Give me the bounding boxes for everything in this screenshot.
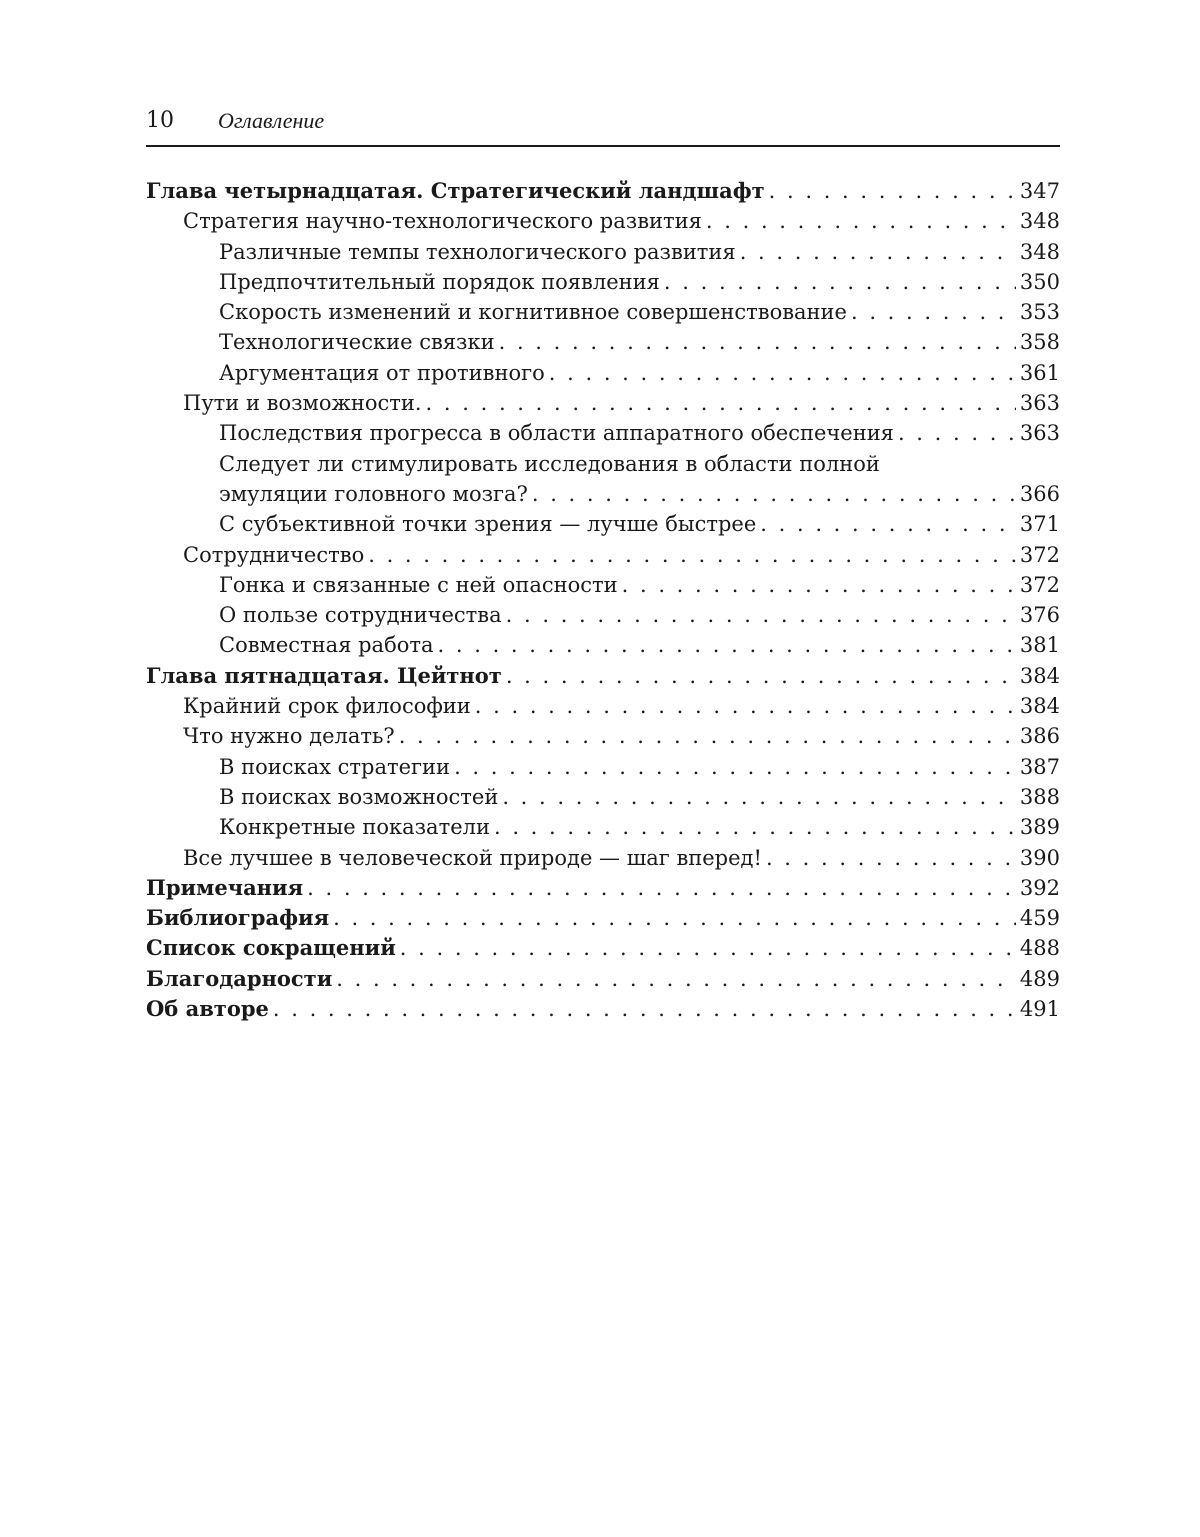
dot-leader — [622, 570, 1016, 600]
dot-leader — [336, 964, 1016, 994]
toc-entry-page: 372 — [1019, 542, 1060, 567]
page-number: 10 — [146, 108, 174, 133]
toc-entry-page: 384 — [1019, 694, 1060, 719]
toc-chapter-entry[interactable] — [146, 994, 1060, 1024]
toc-entry-title: Стратегия научно-технологического развития — [183, 209, 702, 234]
running-title: Оглавление — [218, 108, 325, 133]
toc-entry-page: 376 — [1019, 603, 1060, 628]
toc-entry[interactable] — [146, 206, 1060, 236]
toc-entry-title: Пути и возможности. — [183, 391, 422, 416]
toc-entry[interactable] — [146, 267, 1060, 297]
dot-leader — [740, 237, 1016, 267]
dot-leader — [499, 327, 1016, 357]
toc-entry-page: 358 — [1019, 330, 1060, 355]
toc-entry-title: Следует ли стимулировать исследования в области полной — [219, 451, 880, 476]
toc-entry-title: Скорость изменений и когнитивное совершенствование — [219, 300, 847, 325]
dot-leader — [273, 994, 1016, 1024]
table-of-contents — [146, 176, 1060, 1024]
toc-entry-title: Глава четырнадцатая. Стратегический ландшафт — [146, 178, 765, 203]
toc-chapter-entry[interactable] — [146, 873, 1060, 903]
toc-entry-title: Технологические связки — [219, 330, 495, 355]
dot-leader — [549, 358, 1016, 388]
toc-entry-page: 390 — [1019, 845, 1060, 870]
dot-leader — [494, 812, 1016, 842]
dot-leader — [399, 721, 1016, 751]
toc-entry-page: 353 — [1019, 300, 1060, 325]
toc-entry[interactable] — [146, 752, 1060, 782]
toc-entry-title: Крайний срок философии — [183, 694, 471, 719]
toc-entry-page: 363 — [1019, 421, 1060, 446]
toc-chapter-entry[interactable] — [146, 903, 1060, 933]
dot-leader — [502, 782, 1016, 812]
toc-entry-title: Библиография — [146, 905, 330, 931]
toc-entry[interactable] — [146, 509, 1060, 539]
toc-entry-page: 348 — [1019, 239, 1060, 264]
dot-leader — [851, 297, 1016, 327]
dot-leader — [426, 388, 1016, 418]
dot-leader — [532, 479, 1016, 509]
toc-chapter-entry[interactable] — [146, 176, 1060, 206]
header-rule — [146, 145, 1060, 147]
toc-entry-title: О пользе сотрудничества — [219, 603, 502, 628]
toc-entry-continuation[interactable] — [146, 479, 1060, 509]
toc-entry[interactable] — [146, 570, 1060, 600]
toc-entry[interactable] — [146, 237, 1060, 267]
dot-leader — [438, 630, 1016, 660]
toc-entry-title: Конкретные показатели — [219, 815, 490, 840]
toc-entry-title: Благодарности — [146, 965, 333, 991]
toc-entry[interactable] — [146, 721, 1060, 751]
dot-leader — [400, 933, 1016, 963]
dot-leader — [307, 873, 1016, 903]
toc-entry-page: 389 — [1019, 815, 1060, 840]
toc-entry-page: 366 — [1019, 481, 1060, 506]
dot-leader — [766, 843, 1016, 873]
toc-chapter-entry[interactable] — [146, 933, 1060, 963]
toc-entry-page: 489 — [1019, 966, 1060, 991]
toc-entry[interactable] — [146, 297, 1060, 327]
toc-entry-title: Гонка и связанные с ней опасности — [219, 572, 618, 597]
toc-entry-title: Об авторе — [146, 996, 269, 1022]
toc-entry-page: 363 — [1019, 391, 1060, 416]
toc-entry-title: Примечания — [146, 874, 304, 900]
toc-entry-page: 388 — [1019, 784, 1060, 809]
toc-entry-title: Список сокращений — [146, 935, 396, 961]
toc-entry-title: Глава пятнадцатая. Цейтнот — [146, 662, 502, 688]
toc-entry-page: 392 — [1019, 875, 1060, 900]
dot-leader — [769, 176, 1016, 206]
dot-leader — [475, 691, 1016, 721]
toc-entry-title: Предпочтительный порядок появления — [219, 269, 660, 294]
toc-entry-title: Сотрудничество — [183, 542, 365, 567]
toc-entry-title: В поисках возможностей — [219, 784, 499, 809]
toc-entry-page: 384 — [1019, 663, 1060, 688]
toc-entry-page: 350 — [1019, 269, 1060, 294]
toc-entry[interactable] — [146, 540, 1060, 570]
toc-entry[interactable] — [146, 449, 1060, 479]
dot-leader — [760, 509, 1016, 539]
toc-entry-title: Что нужно делать? — [183, 724, 395, 749]
toc-entry-title: Различные темпы технологического развития — [219, 239, 736, 264]
dot-leader — [898, 418, 1016, 448]
toc-entry-page: 348 — [1019, 209, 1060, 234]
toc-entry-page: 371 — [1019, 512, 1060, 537]
toc-chapter-entry[interactable] — [146, 964, 1060, 994]
toc-entry-page: 459 — [1019, 906, 1060, 931]
toc-entry[interactable] — [146, 388, 1060, 418]
toc-entry[interactable] — [146, 600, 1060, 630]
toc-entry-title: Все лучшее в человеческой природе — шаг вперед! — [183, 845, 762, 870]
toc-entry-title: Последствия прогресса в области аппаратного обеспечения — [219, 421, 894, 446]
toc-entry-page: 386 — [1019, 724, 1060, 749]
toc-entry-page: 491 — [1019, 997, 1060, 1022]
toc-entry-title: В поисках стратегии — [219, 754, 451, 779]
toc-entry[interactable] — [146, 843, 1060, 873]
dot-leader — [506, 661, 1016, 691]
dot-leader — [368, 540, 1016, 570]
toc-entry-page: 347 — [1019, 179, 1060, 203]
dot-leader — [506, 600, 1016, 630]
toc-chapter-entry[interactable] — [146, 661, 1060, 691]
toc-entry[interactable] — [146, 358, 1060, 388]
toc-entry[interactable] — [146, 418, 1060, 448]
toc-entry-title: Аргументация от противного — [219, 360, 545, 385]
dot-leader — [333, 903, 1016, 933]
toc-entry[interactable] — [146, 630, 1060, 660]
toc-entry-page: 361 — [1019, 360, 1060, 385]
dot-leader — [706, 206, 1016, 236]
toc-entry-page: 387 — [1019, 754, 1060, 779]
toc-entry-page: 372 — [1019, 572, 1060, 597]
dot-leader — [454, 752, 1016, 782]
toc-entry[interactable] — [146, 691, 1060, 721]
toc-entry[interactable] — [146, 327, 1060, 357]
toc-entry[interactable] — [146, 782, 1060, 812]
toc-entry-title: С субъективной точки зрения — лучше быстрее — [219, 512, 757, 537]
toc-entry-page: 381 — [1019, 633, 1060, 658]
dot-leader — [664, 267, 1016, 297]
running-head — [146, 104, 1060, 138]
toc-entry-title-continuation: эмуляции головного мозга? — [219, 481, 528, 506]
toc-entry-title: Совместная работа — [219, 633, 434, 658]
toc-entry-page: 488 — [1019, 936, 1060, 961]
toc-entry[interactable] — [146, 812, 1060, 842]
